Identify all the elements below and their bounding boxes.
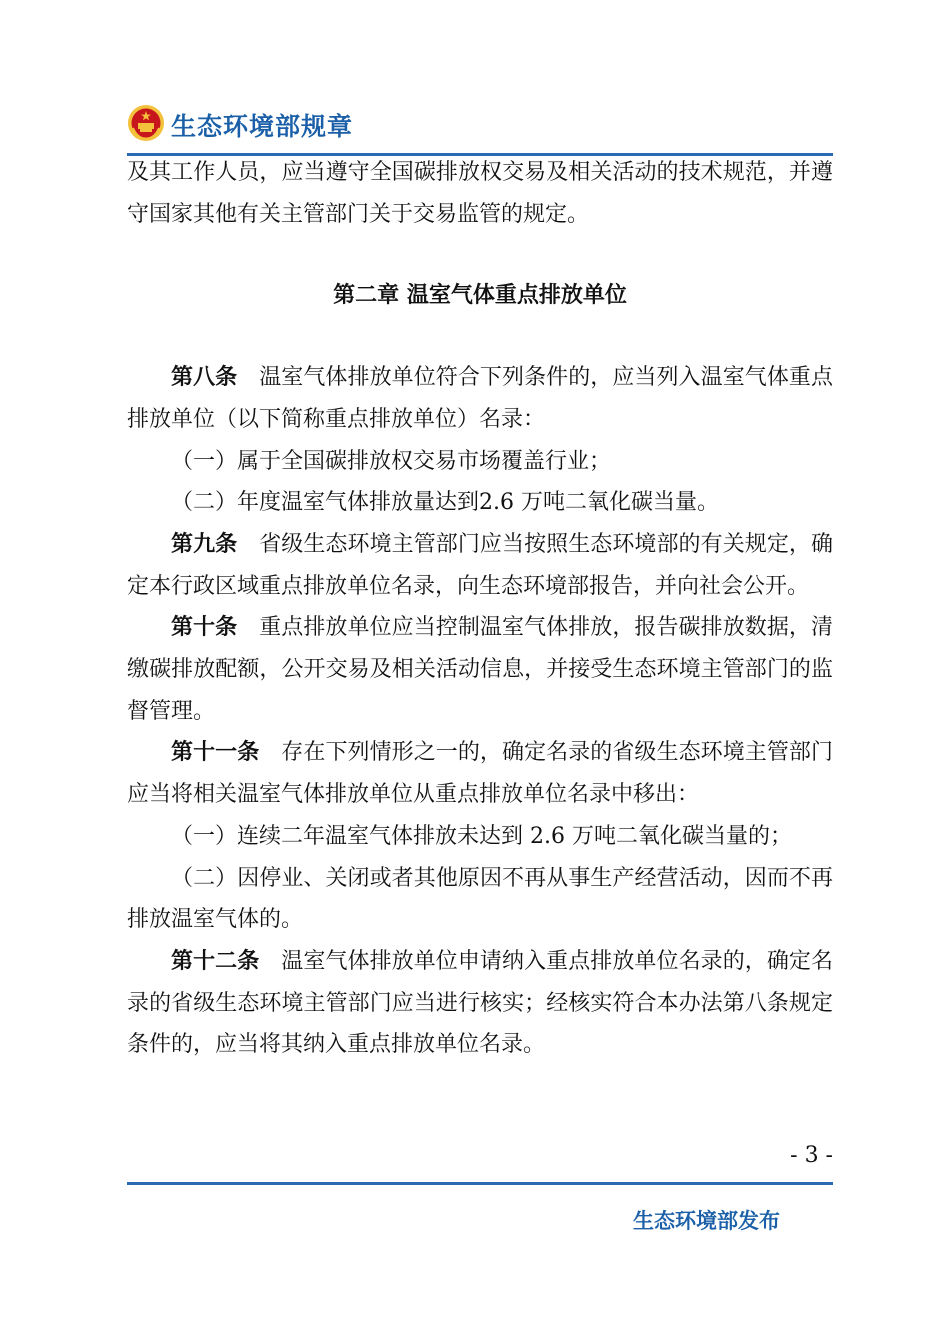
article-11 (127, 732, 833, 815)
footer-publisher: 生态环境部发布 (633, 1209, 780, 1233)
national-emblem-icon (127, 104, 165, 142)
article-label: 第九条 (171, 531, 238, 557)
article-8-item-1: （一）属于全国碳排放权交易市场覆盖行业； (171, 448, 612, 474)
footer-divider (127, 1182, 833, 1185)
article-text: 省级生态环境主管部门应当按照生态环境部的有关规定，确定本行政区域重点排放单位名录，向生态环境部报告，并向社会公开。 (127, 531, 833, 599)
article-8-item-2: （二）年度温室气体排放量达到2.6 万吨二氧化碳当量。 (171, 490, 719, 516)
article-12 (127, 941, 833, 1066)
page-header (127, 104, 827, 144)
article-8 (127, 357, 833, 440)
document-body (127, 152, 833, 1066)
article-label: 第八条 (171, 365, 238, 391)
chapter-heading: 第二章 温室气体重点排放单位 (333, 283, 627, 309)
article-11-item-2: （二）因停业、关闭或者其他原因不再从事生产经营活动，因而不再排放温室气体的。 (127, 865, 833, 933)
article-10 (127, 607, 833, 732)
article-text: 重点排放单位应当控制温室气体排放，报告碳排放数据，清缴碳排放配额，公开交易及相关活动信息，并接受生态环境主管部门的监督管理。 (127, 615, 833, 724)
continuation-paragraph: 及其工作人员，应当遵守全国碳排放权交易及相关活动的技术规范，并遵守国家其他有关主管部门关于交易监管的规定。 (127, 160, 833, 227)
header-title: 生态环境部规章 (171, 112, 354, 141)
page-number: - 3 - (790, 1143, 833, 1168)
article-9 (127, 524, 833, 607)
article-text: 存在下列情形之一的，确定名录的省级生态环境主管部门应当将相关温室气体排放单位从重点排放单位名录中移出： (127, 740, 833, 808)
article-text: 温室气体排放单位申请纳入重点排放单位名录的，确定名录的省级生态环境主管部门应当进行核实；经核实符合本办法第八条规定条件的，应当将其纳入重点排放单位名录。 (127, 948, 833, 1058)
article-11-item-1: （一）连续二年温室气体排放未达到 2.6 万吨二氧化碳当量的； (171, 823, 792, 849)
article-label: 第十一条 (171, 740, 260, 766)
article-text: 温室气体排放单位符合下列条件的，应当列入温室气体重点排放单位（以下简称重点排放单位）名录： (127, 365, 833, 432)
article-label: 第十条 (171, 615, 238, 641)
article-label: 第十二条 (171, 948, 260, 974)
